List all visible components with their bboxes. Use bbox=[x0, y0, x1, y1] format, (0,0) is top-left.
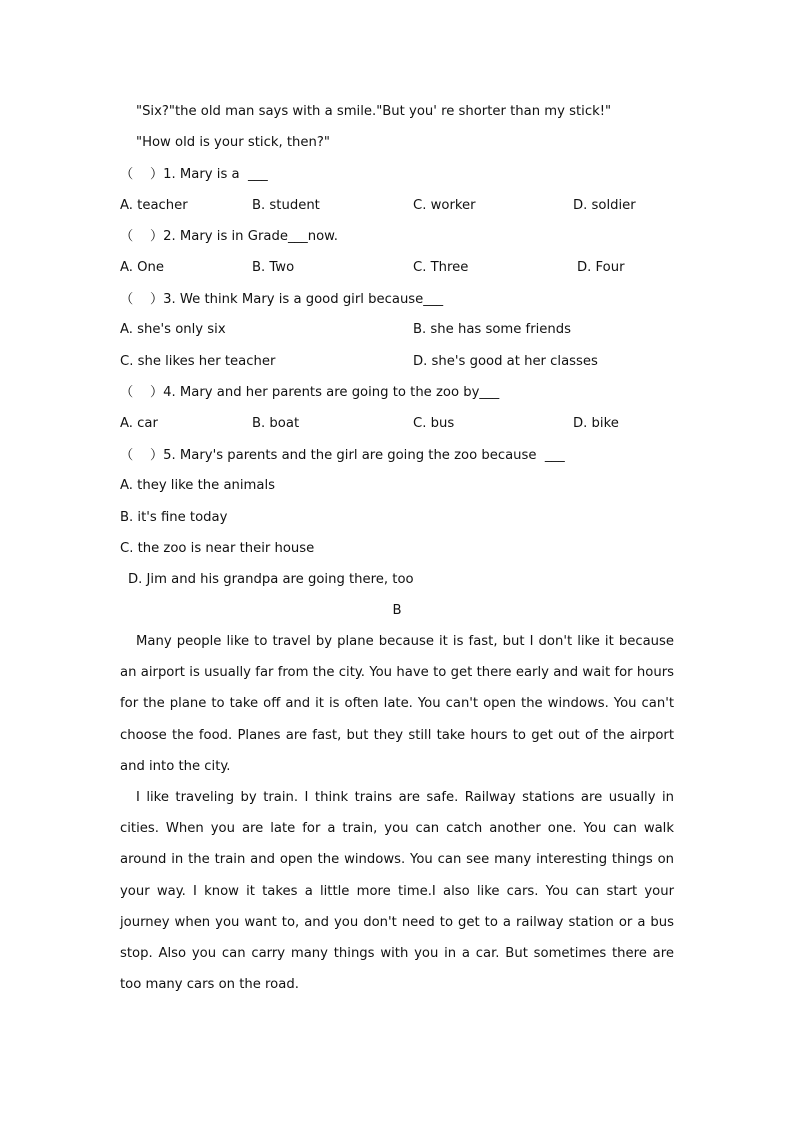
question-3-option-c: C. she likes her teacher bbox=[120, 354, 276, 369]
question-4-option-a: A. car bbox=[120, 416, 158, 431]
question-3-option-a: A. she's only six bbox=[120, 322, 226, 337]
question-1-option-d: D. soldier bbox=[573, 198, 636, 213]
question-5-option-d: D. Jim and his grandpa are going there, too bbox=[128, 572, 414, 587]
question-3-option-b: B. she has some friends bbox=[413, 322, 571, 337]
question-5-option-c: C. the zoo is near their house bbox=[120, 541, 315, 556]
question-5-option-b: B. it's fine today bbox=[120, 510, 228, 525]
question-1-option-c: C. worker bbox=[413, 198, 476, 213]
section-b-paragraph-1: Many people like to travel by plane because it is fast, but I don't like it because an airport is usually far from the city. You have to get there early and wait for hours for the plane to take off and it is often late. You can't open the windows. You can't choose the food. Planes are fast, but they still take hours to get out of the airport and into the city. bbox=[120, 634, 674, 774]
question-4-option-d: D. bike bbox=[573, 416, 619, 431]
question-2-stem: （ ）2. Mary is in Grade___now. bbox=[120, 229, 338, 244]
question-3-stem: （ ）3. We think Mary is a good girl because___ bbox=[120, 292, 444, 307]
question-2-option-c: C. Three bbox=[413, 260, 469, 275]
question-5-option-a: A. they like the animals bbox=[120, 478, 276, 493]
question-1-option-a: A. teacher bbox=[120, 198, 188, 213]
question-5-stem: （ ）5. Mary's parents and the girl are going the zoo because ___ bbox=[120, 448, 565, 463]
section-b-heading: B bbox=[392, 603, 402, 618]
question-4-option-b: B. boat bbox=[252, 416, 300, 431]
question-2-option-a: A. One bbox=[120, 260, 165, 275]
question-3-option-d: D. she's good at her classes bbox=[413, 354, 598, 369]
question-2-option-d: D. Four bbox=[577, 260, 625, 275]
question-4-stem: （ ）4. Mary and her parents are going to the zoo by___ bbox=[120, 385, 500, 400]
question-1-stem: （ ）1. Mary is a ___ bbox=[120, 167, 268, 182]
passage-line-1: "Six?"the old man says with a smile."But you' re shorter than my stick!" bbox=[136, 104, 612, 119]
section-b-paragraph-2: I like traveling by train. I think trains are safe. Railway stations are usually in cities. When you are late for a train, you can catch another one. You can walk around in the train and open the windows. You can see many interesting things on your way. I know it takes a little more time.I also like cars. You can start your journey when you want to, and you don't need to get to a railway station or a bus stop. Also you can carry many things with you in a car. But sometimes there are too many cars on the road. bbox=[120, 790, 674, 993]
question-1-option-b: B. student bbox=[252, 198, 320, 213]
question-2-option-b: B. Two bbox=[252, 260, 295, 275]
passage-line-2: "How old is your stick, then?" bbox=[136, 135, 330, 150]
question-4-option-c: C. bus bbox=[413, 416, 455, 431]
